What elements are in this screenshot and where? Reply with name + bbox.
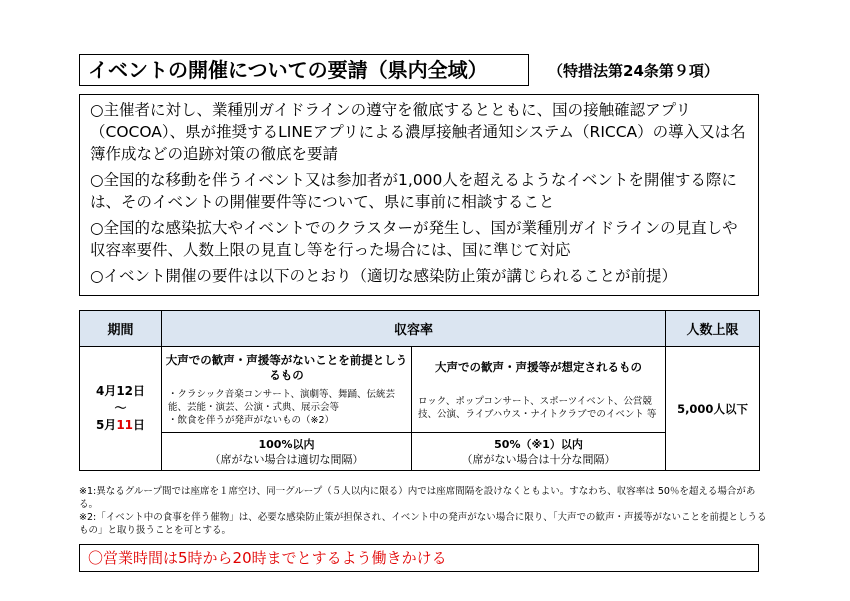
category1-rate <box>162 433 412 471</box>
table-row <box>80 384 760 432</box>
limit-value: 5,000人以下 <box>666 347 760 471</box>
category2-rate-value: 50%（※1）以内 <box>494 437 583 451</box>
capacity-table <box>79 310 760 471</box>
footnote-1: ※1:異なるグループ間では座席を１席空け、同一グループ（５人以内に限る）内では座席間隔を設けなくともよい。すなわち、収容率は 50％を超える場合がある。 <box>79 486 756 510</box>
period-start: 4月12日 <box>95 384 146 398</box>
request-item: ○全国的な感染拡大やイベントでのクラスターが発生し、国が業種別ガイドラインの見直しや収容率要件、人数上限の見直し等を行った場合には、国に準じて対応 <box>90 219 738 259</box>
request-item: ○全国的な移動を伴うイベント又は参加者が1,000人を超えるようなイベントを開催する際には、そのイベントの開催要件等について、県に事前に相談すること <box>90 171 737 211</box>
period-end-day: 11 <box>116 418 134 432</box>
requests-box <box>79 94 759 296</box>
business-hours-notice: 〇営業時間は5時から20時までとするよう働きかける <box>79 544 759 572</box>
footnote-2: ※2:「イベント中の食事を伴う催物」は、必要な感染防止策が担保され、イベント中の発声がない場合に限り、「大声での歓声・声援等がないことを前提としうるもの」と取り扱うことを可とする。 <box>79 512 767 536</box>
category2-heading: 大声での歓声・声援等が想定されるもの <box>412 347 666 385</box>
category2-rate-note: （席がない場合は十分な間隔） <box>461 452 616 466</box>
table-header-row <box>80 311 760 347</box>
table-row <box>80 433 760 471</box>
header-limit: 人数上限 <box>666 311 760 347</box>
page-title: イベントの開催についての要請（県内全域） <box>79 54 529 86</box>
category1-rate-note: （席がない場合は適切な間隔） <box>209 452 364 466</box>
period-end: 5月11日 <box>95 418 146 432</box>
request-item: ○主催者に対し、業種別ガイドラインの遵守を徹底するとともに、国の接触確認アプリ（COCOA）、県が推奨するLINEアプリによる濃厚接触者通知システム（RICCA）の導入又は名簿作成などの追跡対策の徹底を要請 <box>90 101 746 163</box>
category1-heading: 大声での歓声・声援等がないことを前提としうるもの <box>162 347 412 385</box>
category1-rate-value: 100%以内 <box>258 437 315 451</box>
category1-description: ・クラシック音楽コンサート、演劇等、舞踊、伝統芸能、芸能・演芸、公演・式典、展示会等 ・飲食を伴うが発声がないもの（※2） <box>162 384 412 432</box>
header-period: 期間 <box>80 311 162 347</box>
period-tilde: ～ <box>114 401 127 415</box>
category2-description: ロック、ポップコンサート、スポーツイベント、公営競技、公演、ライブハウス・ナイトクラブでのイベント 等 <box>412 384 666 432</box>
period-cell <box>80 347 162 471</box>
header-capacity: 収容率 <box>162 311 666 347</box>
legal-basis: （特措法第24条第９項） <box>548 62 719 80</box>
category2-rate <box>412 433 666 471</box>
footnotes <box>79 485 769 537</box>
request-item: ○イベント開催の要件は以下のとおり（適切な感染防止策が講じられることが前提） <box>90 267 678 285</box>
table-row <box>80 347 760 385</box>
